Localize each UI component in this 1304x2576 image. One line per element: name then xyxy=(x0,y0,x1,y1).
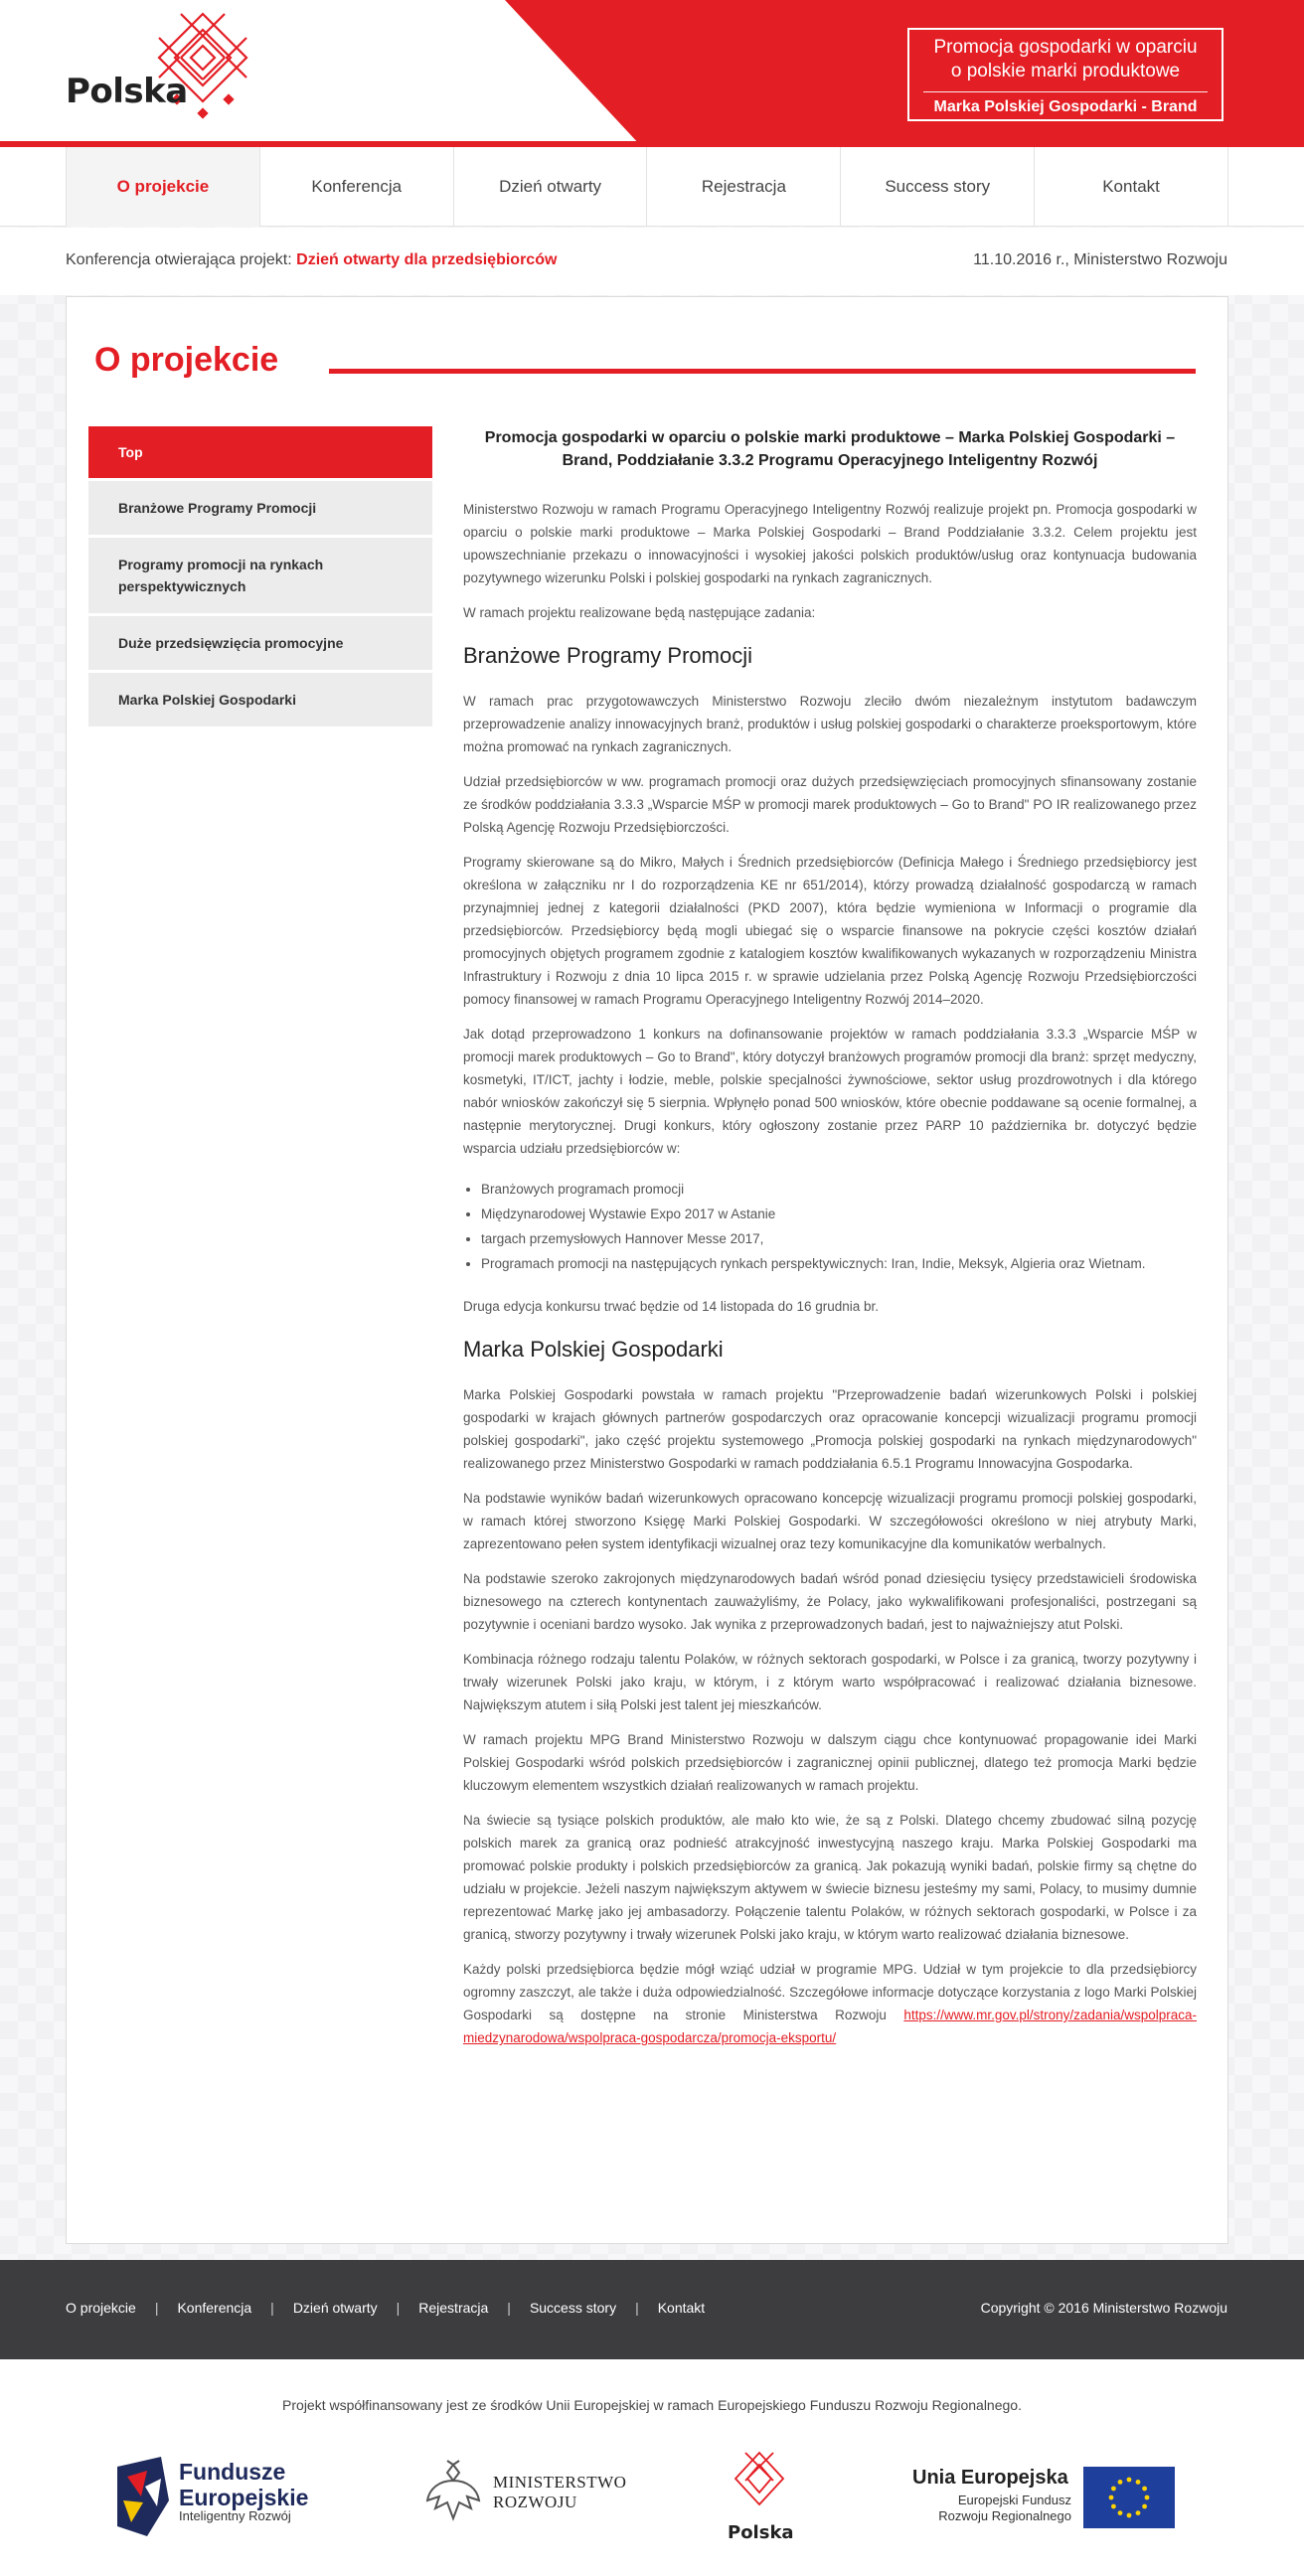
article-paragraph-text: Każdy polski przedsiębiorca będzie mógł wziąć udział w programie MPG. Udział w tym projekcie to dla przedsiębiorcy ogromny zaszczyt, ale także i duża odpowiedzialność. Szczegółowe informacje dotyczące korzystania z logo Marki Polskiej Gospodarki są dostępne na stronie Ministerstwa Rozwoju xyxy=(463,1962,1197,2022)
nav-item-success-story[interactable]: Success story xyxy=(841,147,1035,227)
main-nav xyxy=(0,147,1304,227)
page-title-rule xyxy=(329,369,1196,374)
site-header xyxy=(0,0,1304,147)
polska-small-logo xyxy=(726,2449,795,2548)
footer-link-rejestracja[interactable]: Rejestracja xyxy=(418,2300,489,2316)
fundusze-europejskie-emblem-icon xyxy=(117,2457,169,2536)
nav-item-dzien-otwarty[interactable]: Dzień otwarty xyxy=(454,147,648,227)
footer-link-dzien-otwarty[interactable]: Dzień otwarty xyxy=(292,2300,378,2316)
support-list xyxy=(463,1178,1197,1275)
article-paragraph: Kombinacja różnego rodzaju talentu Polaków, w różnych sektorach gospodarki, w Polsce i za granicą, tworzy pozytywny i trwały wizerunek Polski jako kraju, w którym, i z którym warto współpracować i realizować działania biznesowe. Największym atutem i siłą Polski jest talent jej mieszkańców. xyxy=(463,1652,1197,1712)
page-title: O projekcie xyxy=(94,341,279,379)
polska-logo-emblem-icon xyxy=(151,10,254,131)
side-nav xyxy=(88,426,432,729)
eu-stars-icon xyxy=(1083,2467,1175,2528)
polish-eagle-icon xyxy=(425,2459,481,2524)
ue-title: Unia Europejska xyxy=(912,2467,1068,2489)
unia-europejska-logo xyxy=(910,2449,1191,2548)
article-paragraph: W ramach projektu MPG Brand Ministerstwo Rozwoju w dalszym ciągu chce kontynuować propagowanie idei Marki Polskiej Gospodarki wśród polskich przedsiębiorców i zagranicznej opinii publicznej, dlatego też promocja Marki będzie kluczowym elementem wszystkich działań realizowanych w ramach projektu. xyxy=(463,1732,1197,1793)
side-nav-item-branzowe[interactable]: Branżowe Programy Promocji xyxy=(88,481,432,535)
list-item: • Międzynarodowej Wystawie Expo 2017 w Astanie xyxy=(481,1203,1197,1225)
section-heading-branzowe: Branżowe Programy Promocji xyxy=(463,643,752,668)
fe-title-line2: Europejskie xyxy=(179,2485,309,2510)
ministry-link[interactable]: https://www.mr.gov.pl/strony/zadania/wspolpraca-miedzynarodowa/wspolpraca-gospodarcza/promocja-eksportu/ xyxy=(463,2008,1197,2045)
article-paragraph: Marka Polskiej Gospodarki powstała w ramach projektu "Przeprowadzenie badań wizerunkowych Polski i polskiej gospodarki w krajach głównych partnerów gospodarczych oraz opracowanie koncepcji wizualizacji programu promocji polskiej gospodarki", jako część projektu systemowego „Promocja polskiej gospodarki na rynkach międzynarodowych" realizowanego przez Ministerstwo Gospodarki w ramach poddziałania 6.5.1 Programu Innowacyjna Gospodarka. xyxy=(463,1387,1197,1471)
copyright: Copyright © 2016 Ministerstwo Rozwoju xyxy=(980,2300,1227,2316)
footer-link-konferencja[interactable]: Konferencja xyxy=(177,2300,252,2316)
article-paragraph-last xyxy=(463,1958,1197,2049)
project-title xyxy=(909,36,1222,83)
project-subtitle: Marka Polskiej Gospodarki - Brand xyxy=(933,98,1198,115)
article xyxy=(463,426,1197,2061)
site-footer xyxy=(0,2260,1304,2359)
mr-title xyxy=(493,2473,626,2512)
ministerstwo-rozwoju-logo xyxy=(425,2449,627,2548)
announcement-text xyxy=(66,251,557,269)
project-title-divider xyxy=(923,91,1208,92)
nav-item-konferencja[interactable]: Konferencja xyxy=(260,147,454,227)
side-nav-item-marka[interactable]: Marka Polskiej Gospodarki xyxy=(88,673,432,726)
article-paragraph: Programy skierowane są do Mikro, Małych i Średnich przedsiębiorców (Definicja Małego i Średniego przedsiębiorcy jest określona w załączniku nr I do rozporządzenia KE nr 651/2014), którzy prowadzą działalność gospodarczą w ramach przynajmniej jednej z kategorii działalności (PKD 2007), która będzie wymieniona w Informacji o programie dla przedsiębiorców. Przedsiębiorcy będą mogli ubiegać się o wsparcie finansowe na pokrycie części kosztów działań promocyjnych objętych programem zgodnie z katalogiem kosztów kwalifikowanych wykazanych w rozporządzeniu Ministra Infrastruktury i Rozwoju z dnia 10 lipca 2015 r. w sprawie udzielania przez Polską Agencję Rozwoju Przedsiębiorczości pomocy finansowej w ramach Programu Operacyjnego Inteligentny Rozwój 2014–2020. xyxy=(463,855,1197,1007)
footer-link-success-story[interactable]: Success story xyxy=(529,2300,617,2316)
article-paragraph: Ministerstwo Rozwoju w ramach Programu Operacyjnego Inteligentny Rozwój realizuje projekt pn. Promocja gospodarki w oparciu o polskie marki produktowe – Marka Polskiej Gospodarki – Brand Poddziałanie 3.3.2. Celem projektu jest upowszechnianie przekazu o innowacyjności i wysokiej jakości polskich produktów/usług oraz kontynuacja budowania pozytywnego wizerunku Polski i polskiej gospodarki na rynkach zagranicznych. xyxy=(463,502,1197,585)
article-paragraph: Na podstawie szeroko zakrojonych międzynarodowych badań wśród ponad dziesięciu tysięcy przedstawicieli środowiska biznesowego na czterech kontynentach zauważyliśmy, że Polacy, jako wykwalifikowani profesjonaliści, postrzegani są pozytywnie i oceniani bardzo wysoko. Jak wynika z przeprowadzonych badań, jest to najważniejszy atut Polski. xyxy=(463,1571,1197,1632)
cofinancing-note: Projekt współfinansowany jest ze środków Unii Europejskiej w ramach Europejskiego Funduszu Rozwoju Regionalnego. xyxy=(282,2397,1022,2413)
ue-subtitle-line2: Rozwoju Regionalnego xyxy=(938,2508,1071,2523)
footer-separator: | xyxy=(507,2300,511,2316)
announcement-date: 11.10.2016 r., Ministerstwo Rozwoju xyxy=(973,251,1227,268)
list-item: • targach przemysłowych Hannover Messe 2017, xyxy=(481,1227,1197,1250)
polska-small-word: Polska xyxy=(728,2522,794,2543)
footer-separator: | xyxy=(154,2300,159,2316)
article-paragraph: Jak dotąd przeprowadzono 1 konkurs na dofinansowanie projektów w ramach poddziałania 3.3.3 „Wsparcie MŚP w promocji marek produktowych – Go to Brand", który dotyczył branżowych programów promocji dla branż: sprzęt medyczny, kosmetyki, IT/ICT, jachty i łodzie, meble, polskie specjalności żywnościowe, sektor usług prozdrowotnych i dla którego nabór wniosków zakończył się 5 sierpnia. Wpłynęło ponad 500 wniosków, które obecnie poddawane są ocenie formalnej, a następnie merytorycznej. Drugi konkurs, który ogłoszony zostanie przez PARP 10 października br. dotyczyć będzie wsparcia udziału przedsiębiorców w: xyxy=(463,1027,1197,1156)
mr-title-line1: MINISTERSTWO xyxy=(493,2473,627,2492)
fe-title xyxy=(179,2459,308,2510)
polska-logo[interactable] xyxy=(66,10,254,133)
project-title-box xyxy=(907,28,1223,121)
nav-item-o-projekcie[interactable]: O projekcie xyxy=(67,147,260,227)
project-title-line1: Promocja gospodarki w oparciu xyxy=(933,37,1198,58)
eu-flag-icon xyxy=(1083,2467,1175,2528)
list-item: • Programach promocji na następujących rynkach perspektywicznych: Iran, Indie, Meksyk, Algieria oraz Wietnam. xyxy=(481,1252,1197,1275)
side-nav-item-top[interactable]: Top xyxy=(88,426,432,478)
funding-section xyxy=(0,2359,1304,2576)
content-panel xyxy=(66,296,1228,2244)
announcement-prefix: Konferencja otwierająca projekt: xyxy=(66,251,292,268)
list-item: • Branżowych programach promocji xyxy=(481,1178,1197,1201)
article-paragraph: Na podstawie wyników badań wizerunkowych opracowano koncepcję wizualizacji programu promocji polskiej gospodarki, w ramach której stworzono Księgę Marki Polskiej Gospodarki. W szczegółowości określono w niej atrybuty Marki, zaprezentowano pełen system identyfikacji wizualnej oraz tezy komunikacyjne dla komunikatów werbalnych. xyxy=(463,1491,1197,1551)
footer-link-kontakt[interactable]: Kontakt xyxy=(657,2300,706,2316)
mr-title-line2: ROZWOJU xyxy=(493,2493,577,2511)
fundusze-europejskie-logo xyxy=(117,2449,326,2548)
side-nav-item-duze-przedsiewziecia[interactable]: Duże przedsięwzięcia promocyjne xyxy=(88,616,432,670)
footer-link-o-projekcie[interactable]: O projekcie xyxy=(66,2300,136,2316)
announcement-link[interactable]: Dzień otwarty dla przedsiębiorców xyxy=(296,251,558,268)
nav-item-kontakt[interactable]: Kontakt xyxy=(1035,147,1228,227)
article-title: Promocja gospodarki w oparciu o polskie marki produktowe – Marka Polskiej Gospodarki – Brand, Poddziałanie 3.3.2 Programu Operacyjnego Inteligentny Rozwój xyxy=(484,429,1176,469)
footer-separator: | xyxy=(396,2300,401,2316)
footer-links xyxy=(66,2300,705,2316)
section-heading-marka: Marka Polskiej Gospodarki xyxy=(463,1337,724,1362)
nav-item-rejestracja[interactable]: Rejestracja xyxy=(647,147,841,227)
footer-separator: | xyxy=(270,2300,274,2316)
logo-word: Polska xyxy=(66,72,188,111)
ue-subtitle-line1: Europejski Fundusz xyxy=(957,2493,1071,2507)
footer-separator: | xyxy=(635,2300,639,2316)
polska-small-emblem-icon xyxy=(730,2449,789,2520)
ue-subtitle xyxy=(922,2493,1071,2524)
announcement-bar xyxy=(0,228,1304,295)
fe-title-line1: Fundusze xyxy=(179,2459,286,2485)
project-title-line2: o polskie marki produktowe xyxy=(950,61,1181,81)
side-nav-item-perspektywiczne[interactable]: Programy promocji na rynkach perspektywicznych xyxy=(88,538,432,613)
article-paragraph: Na świecie są tysiące polskich produktów, ale mało kto wie, że są z Polski. Dlatego chcemy zbudować silną pozycję polskich marek za granicą oraz podnieść atrakcyjność inwestycyjną naszego kraju. Marka Polskiej Gospodarki ma promować polskie produkty i polskich przedsiębiorców za granicą. Jak pokazują wyniki badań, polskie firmy są chętne do udziału w projekcie. Jeżeli naszym największym aktywem w świecie biznesu jesteśmy my sami, Polacy, to musimy dumnie reprezentować Markę jako jej ambasadorzy. Połączenie talentu Polaków, w różnych sektorach gospodarki, w Polsce i za granicą, stworzy pozytywny i trwały wizerunek Polski jako kraju, w którym warto realizować działania biznesowe. xyxy=(463,1813,1197,1942)
fe-subtitle: Inteligentny Rozwój xyxy=(179,2508,291,2523)
article-paragraph: Udział przedsiębiorców w ww. programach promocji oraz dużych przedsięwzięciach promocyjnych sfinansowany zostanie ze środków poddziałania 3.3.3 „Wsparcie MŚP w promocji marek produktowych – Go to Brand" PO IR realizowanego przez Polską Agencję Rozwoju Przedsiębiorczości. xyxy=(463,774,1197,835)
article-paragraph: W ramach prac przygotowawczych Ministerstwo Rozwoju zleciło dwóm niezależnym instytutom badawczym przeprowadzenie analizy innowacyjnych branż, produktów i usług polskiej gospodarki o charakterze proeksportowym, które można promować na rynkach zagranicznych. xyxy=(463,694,1197,754)
article-paragraph: W ramach projektu realizowane będą następujące zadania: xyxy=(463,605,816,620)
article-paragraph: Druga edycja konkursu trwać będzie od 14 listopada do 16 grudnia br. xyxy=(463,1299,880,1314)
